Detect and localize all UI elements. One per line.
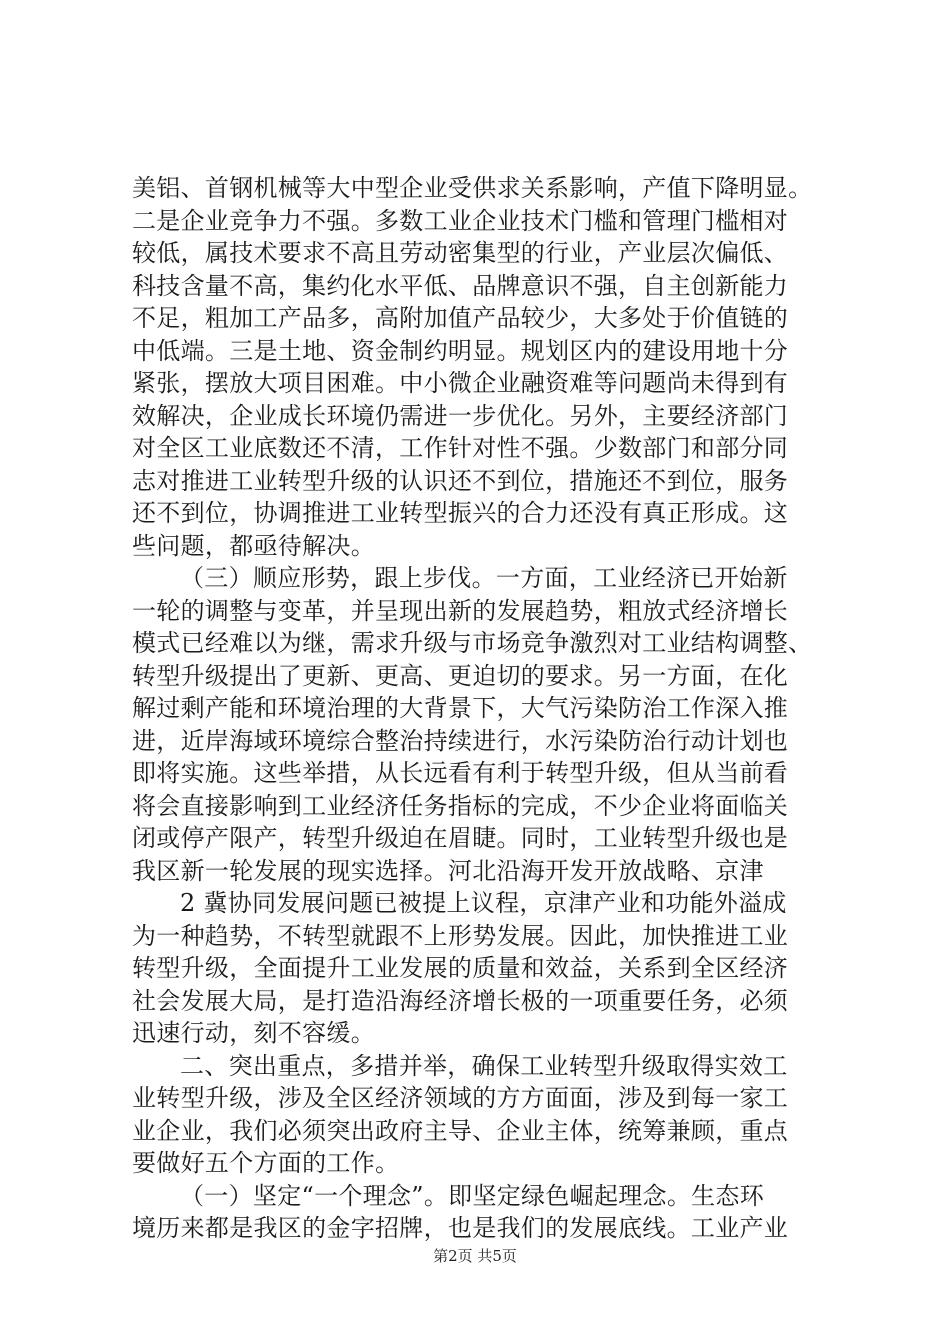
- text-line: 些问题，都亟待解决。: [132, 531, 375, 560]
- text-line: （一）坚定“一个理念”。即坚定绿色崛起理念。生态环: [180, 1181, 765, 1210]
- text-line: 二、突出重点，多措并举，确保工业转型升级取得实效工: [180, 1051, 788, 1080]
- text-line: 业企业，我们必须突出政府主导、企业主体，统筹兼顾，重点: [132, 1116, 789, 1145]
- text-line: 转型升级，全面提升工业发展的质量和效益，关系到全区经济: [132, 954, 789, 982]
- text-line: 转型升级提出了更新、更高、更迫切的要求。另一方面，在化: [132, 661, 789, 690]
- text-line: 将会直接影响到工业经济任务指标的完成，不少企业将面临关: [132, 791, 789, 820]
- body-text: [132, 172, 832, 1245]
- text-line: 境历来都是我区的金字招牌，也是我们的发展底线。工业产业: [132, 1214, 789, 1242]
- text-line: 不足，粗加工产品多，高附加值产品较少，大多处于价值链的: [132, 304, 789, 332]
- text-line: 较低，属技术要求不高且劳动密集型的行业，产业层次偏低、: [132, 239, 789, 267]
- text-line: 志对推进工业转型升级的认识还不到位，措施还不到位，服务: [132, 466, 789, 495]
- text-line: 美铝、首钢机械等大中型企业受供求关系影响，产值下降明显。: [132, 174, 813, 202]
- text-line: 紧张，摆放大项目困难。中小微企业融资难等问题尚未得到有: [132, 369, 789, 397]
- text-line: 科技含量不高，集约化水平低、品牌意识不强，自主创新能力: [132, 271, 789, 300]
- text-line: 为一种趋势，不转型就跟不上形势发展。因此，加快推进工业: [132, 921, 789, 950]
- text-line: 即将实施。这些举措，从长远看有利于转型升级，但从当前看: [132, 759, 789, 787]
- text-line: 效解决，企业成长环境仍需进一步优化。另外，主要经济部门: [132, 401, 789, 430]
- text-line: 解过剩产能和环境治理的大背景下，大气污染防治工作深入推: [132, 694, 789, 722]
- text-line: 中低端。三是土地、资金制约明显。规划区内的建设用地十分: [132, 336, 789, 365]
- text-line: 进，近岸海域环境综合整治持续进行，水污染防治行动计划也: [132, 726, 789, 755]
- text-line: 闭或停产限产，转型升级迫在眉睫。同时，工业转型升级也是: [132, 824, 789, 852]
- page-footer: 第2页 共5页: [433, 1247, 517, 1265]
- text-line: 业转型升级，涉及全区经济领域的方方面面，涉及到每一家工: [132, 1084, 789, 1112]
- text-line: 社会发展大局，是打造沿海经济增长极的一项重要任务，必须: [132, 986, 789, 1015]
- text-line: （三）顺应形势，跟上步伐。一方面，工业经济已开始新: [180, 564, 788, 592]
- text-line: 迅速行动，刻不容缓。: [132, 1019, 375, 1047]
- text-line: 二是企业竞争力不强。多数工业企业技术门槛和管理门槛相对: [132, 206, 789, 235]
- text-line: 一轮的调整与变革，并呈现出新的发展趋势，粗放式经济增长: [132, 596, 789, 625]
- text-line: 模式已经难以为继，需求升级与市场竞争激烈对工业结构调整、: [132, 629, 813, 657]
- text-line: 我区新一轮发展的现实选择。河北沿海开发开放战略、京津: [132, 856, 764, 885]
- text-line: 还不到位，协调推进工业转型振兴的合力还没有真正形成。这: [132, 499, 789, 527]
- text-line: 要做好五个方面的工作。: [132, 1149, 400, 1177]
- text-line: 对全区工业底数还不清，工作针对性不强。少数部门和部分同: [132, 434, 789, 462]
- text-line: 2 冀协同发展问题已被提上议程，京津产业和功能外溢成: [180, 889, 787, 917]
